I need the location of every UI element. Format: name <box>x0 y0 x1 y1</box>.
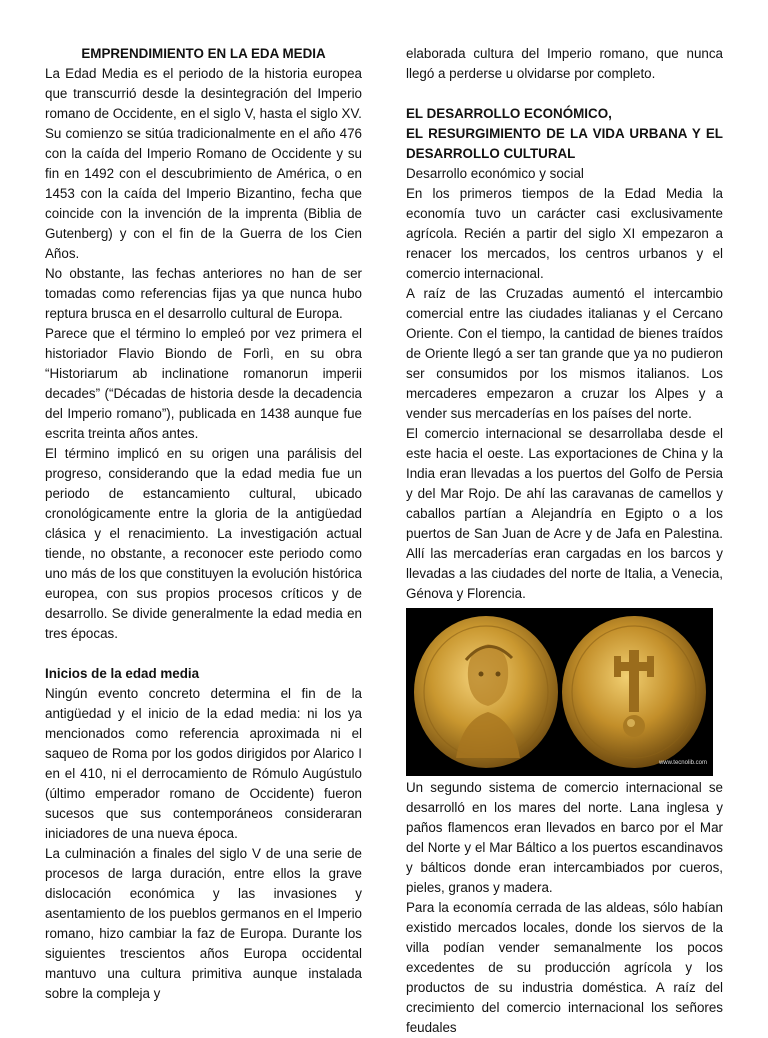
right-column <box>406 44 723 1038</box>
image-watermark: www.tecnolib.com <box>658 760 707 766</box>
reverse-coin <box>562 616 706 768</box>
coin-photo <box>406 608 713 776</box>
spacer <box>45 644 362 664</box>
paragraph: Su comienzo se sitúa tradicionalmente en el año 476 con la caída del Imperio Romano de Occidente y su fin en 1492 con el descubrimiento de América, o en 1453 con la caída del Imperio Bizantino, fecha que coincide con la invención de la imprenta (Biblia de Gutenberg) y con el fin de la Guerra de los Cien Años. <box>45 126 362 261</box>
spacer <box>406 84 723 104</box>
section-heading: Inicios de la edad media <box>45 666 200 681</box>
paragraph: Un segundo sistema de comercio internacional se desarrolló en los mares del norte. Lana inglesa y paños flamencos eran llevados en barco por el Mar del Norte y el Mar Báltico a los puertos escandinavos y bálticos donde eran intercambiados por cueros, pieles, granos y madera. <box>406 780 723 895</box>
paragraph: No obstante, las fechas anteriores no han de ser tomadas como referencias fijas ya que nunca hubo reptura brusca en el desarrollo cultural de Europa. <box>45 266 362 321</box>
paragraph: A raíz de las Cruzadas aumentó el intercambio comercial entre las ciudades italianas y el Cercano Oriente. Con el tiempo, la cantidad de bienes traídos de Oriente llegó a ser tan grande que ya no pudieron ser consumidos por los mismos italianos. Los mercaderes empezaron a cruzar los Alpes y a vender sus mercaderías en los países del norte. <box>406 286 723 421</box>
obverse-coin <box>414 616 558 768</box>
gold-coins-image <box>406 608 713 776</box>
paragraph: La Edad Media es el periodo de la historia europea que transcurrió desde la desintegración del Imperio romano de Occidente, en el siglo V, hasta el siglo XV. <box>45 66 362 121</box>
section-heading: EL DESARROLLO ECONÓMICO, <box>406 106 612 121</box>
paragraph: Para la economía cerrada de las aldeas, sólo habían existido mercados locales, donde los siervos de la villa podían vender semanalmente los pocos excedentes de su producción agrícola y los productos de su industria doméstica. A raíz del crecimiento del comercio internacional los señores feudales <box>406 900 723 1035</box>
paragraph: El término implicó en su origen una parálisis del progreso, considerando que la edad media fue un periodo de estancamiento cultural, ubicado cronológicamente entre la gloria de la antigüedad clásica y el renacimiento. La investigación actual tiende, no obstante, a reconocer este periodo como uno más de los que constituyen la evolución histórica europea, con sus propios procesos críticos y de desarrollo. Se divide generalmente la edad media en tres épocas. <box>45 446 362 641</box>
paragraph: En los primeros tiempos de la Edad Media la economía tuvo un carácter casi exclusivamente agrícola. Recién a partir del siglo XI empezaron a renacer los mercados, los centros urbanos y el comercio internacional. <box>406 186 723 281</box>
left-column <box>45 44 362 1004</box>
paragraph: La culminación a finales del siglo V de una serie de procesos de larga duración, entre ellos la grave dislocación económica y las invasiones y asentamiento de los pueblos germanos en el Imperio romano, hizo cambiar la faz de Europa. Durante los siguientes trescientos años Europa occidental mantuvo una cultura primitiva aunque instalada sobre la compleja y <box>45 846 362 1001</box>
subheading: Desarrollo económico y social <box>406 166 584 181</box>
section-heading: EL RESURGIMIENTO DE LA VIDA URBANA Y EL DESARROLLO CULTURAL <box>406 126 723 161</box>
paragraph: Parece que el término lo empleó por vez primera el historiador Flavio Biondo de Forlì, en su obra “Historiarum ab inclinatione romanorun imperii decades” (“Décadas de historia desde la decadencia del Imperio romano”), publicada en 1438 aunque fue escrita treinta años antes. <box>45 326 362 441</box>
paragraph: elaborada cultura del Imperio romano, que nunca llegó a perderse u olvidarse por completo. <box>406 46 723 81</box>
paragraph: Ningún evento concreto determina el fin de la antigüedad y el inicio de la edad media: ni los ya mencionados como referencia aproximada ni el saqueo de Roma por los godos dirigidos por Alarico I en el 410, ni el derrocamiento de Rómulo Augústulo (último emperador romano de Occidente) fueron sucesos que sus contemporáneos consideraran iniciadores de una nueva época. <box>45 686 362 841</box>
document-title: EMPRENDIMIENTO EN LA EDA MEDIA <box>81 46 326 61</box>
paragraph: El comercio internacional se desarrollaba desde el este hacia el oeste. Las exportaciones de China y la India eran llevadas a los puertos del Golfo de Persia y del Mar Rojo. De ahí las caravanas de camellos y caballos partían a Alejandría en Egipto o a los puertos de San Juan de Acre y de Jafa en Palestina. Allí las mercaderías eran cargadas en los barcos y llevadas a las ciudades del norte de Italia, a Venecia, Génova y Florencia. <box>406 426 723 601</box>
